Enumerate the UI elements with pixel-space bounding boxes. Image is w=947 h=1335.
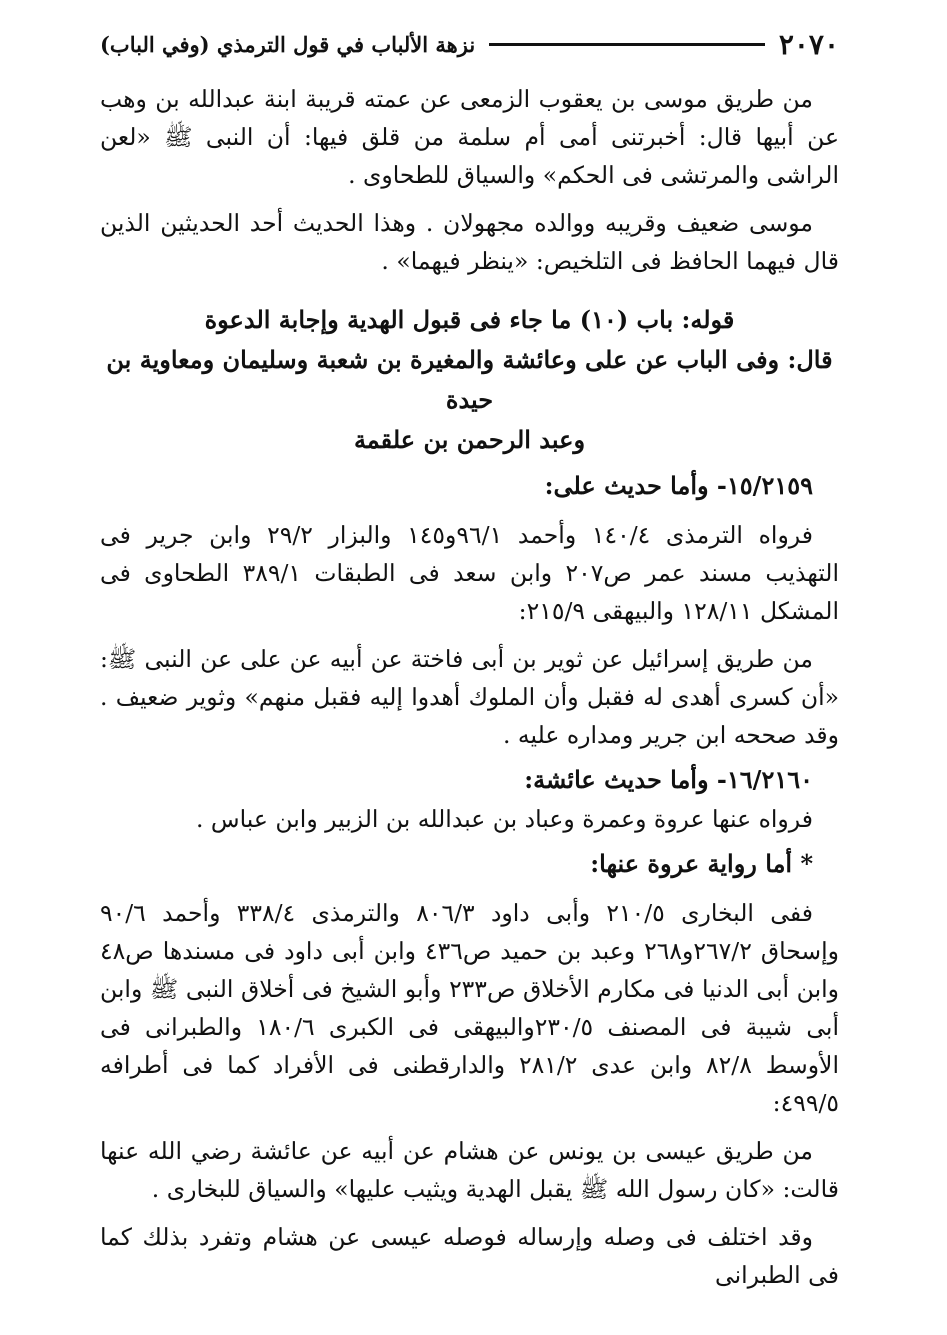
text-line: من طريق عيسى بن يونس عن هشام عن أبيه عن عائشة رضي الله عنها قالت: «كان رسول [100,1137,839,1203]
chapter-title: قوله: باب (١٠) ما جاء فى قبول الهدية وإجابة الدعوة [204,305,735,334]
paragraph-4 [100,640,839,754]
text-line: وقد اختلف فى وصله وإرساله فوصله عيسى عن هشام وتفرد بذلك كما فى الطبرانى [100,1223,839,1289]
paragraph-8 [100,1218,839,1294]
text-line: ٢٦٧/٢و٢٦٨ وعبد بن حميد ص٤٣٦ وابن أبى داود فى مسندها ص٤٨ وابن أبى الدنيا [100,937,839,1003]
paragraph-2 [100,204,839,280]
text-line: فرواه الترمذى ١٤٠/٤ وأحمد ٩٦/١و١٤٥ والبزار ٢٩/٢ وابن جرير فى التهذيب [100,521,839,587]
page-header [100,22,839,66]
paragraph-1 [100,80,839,194]
text-line: الله ﷺ يقبل الهدية ويثيب عليها» والسياق للبخارى . [151,1175,650,1203]
header-rule [489,43,765,46]
entry-heading-urwa: * أما رواية عروة عنها: [590,849,813,878]
text-line: ٢٣٠/٥والبيهقى فى الكبرى ١٨٠/٦ والطبرانى فى الأوسط ٨٢/٨ وابن عدى ٢٨١/٢ [100,1013,839,1079]
text-line: فى مكارم الأخلاق ص٢٣٣ وأبو الشيخ فى أخلاق النبى ﷺ وابن أبى شيبة فى المصنف [100,975,839,1041]
entry-heading-aisha: ١٦/٢١٦٠- وأما حديث عائشة: [524,765,813,794]
text-line: ففى البخارى ٢١٠/٥ وأبى داود ٨٠٦/٣ والترمذى ٣٣٨/٤ وأحمد ٩٠/٦ وإسحاق [100,899,839,965]
text-line: من طريق موسى بن يعقوب الزمعى عن عمته قريبة ابنة عبدالله بن وهب عن أبيها [100,85,839,151]
text-line: أهدى له فقبل وأن الملوك أهدوا إليه فقبل منهم» وثوير ضعيف . وقد صححه ابن جرير [100,683,839,749]
qala-line-1: قال: وفى الباب عن على وعائشة والمغيرة بن شعبة وسليمان ومعاوية بن حيدة [106,345,833,414]
text-line: الحكم» والسياق للطحاوى . [348,161,615,189]
entry-heading-ali: ١٥/٢١٥٩- وأما حديث على: [544,471,813,500]
paragraph-5: فرواه عنها عروة وعمرة وعباد بن عبدالله بن الزبير وابن عباس . [195,805,813,833]
page-number: ٢٠٧٠ [778,27,839,61]
paragraph-3 [100,516,839,630]
text-line: والدارقطنى فى الأفراد كما فى أطرافه ٤٩٩/٥: [100,1051,839,1117]
text-line: مسند عمر ص٢٠٧ وابن سعد فى الطبقات ٣٨٩/١ الطحاوى فى المشكل ١٢٨/١١ [100,559,839,625]
paragraph-7 [100,1132,839,1208]
text-line: فيهما الحافظ فى التلخيص: «ينظر فيهما» . [381,247,797,275]
text-line: والبيهقى ٢١٥/٩: [518,597,674,625]
running-title: نزهة الألباب في قول الترمذي (وفي الباب) [100,31,476,57]
text-line: ومداره عليه . [502,721,634,749]
text-line: قال: أخبرتنى أمى أم سلمة من قلق فيها: أن النبى ﷺ «لعن الراشى والمرتشى فى [100,123,839,189]
text-line: من طريق إسرائيل عن ثوير بن أبى فاختة عن أبيه عن على عن النبى ﷺ: «أن كسرى [100,645,839,711]
qala-line-2: وعبد الرحمن بن علقمة [353,425,586,454]
text-line: موسى ضعيف وقريبه ووالده مجهولان . وهذا الحديث أحد الحديثين الذين قال [100,209,839,275]
paragraph-6 [100,894,839,1122]
